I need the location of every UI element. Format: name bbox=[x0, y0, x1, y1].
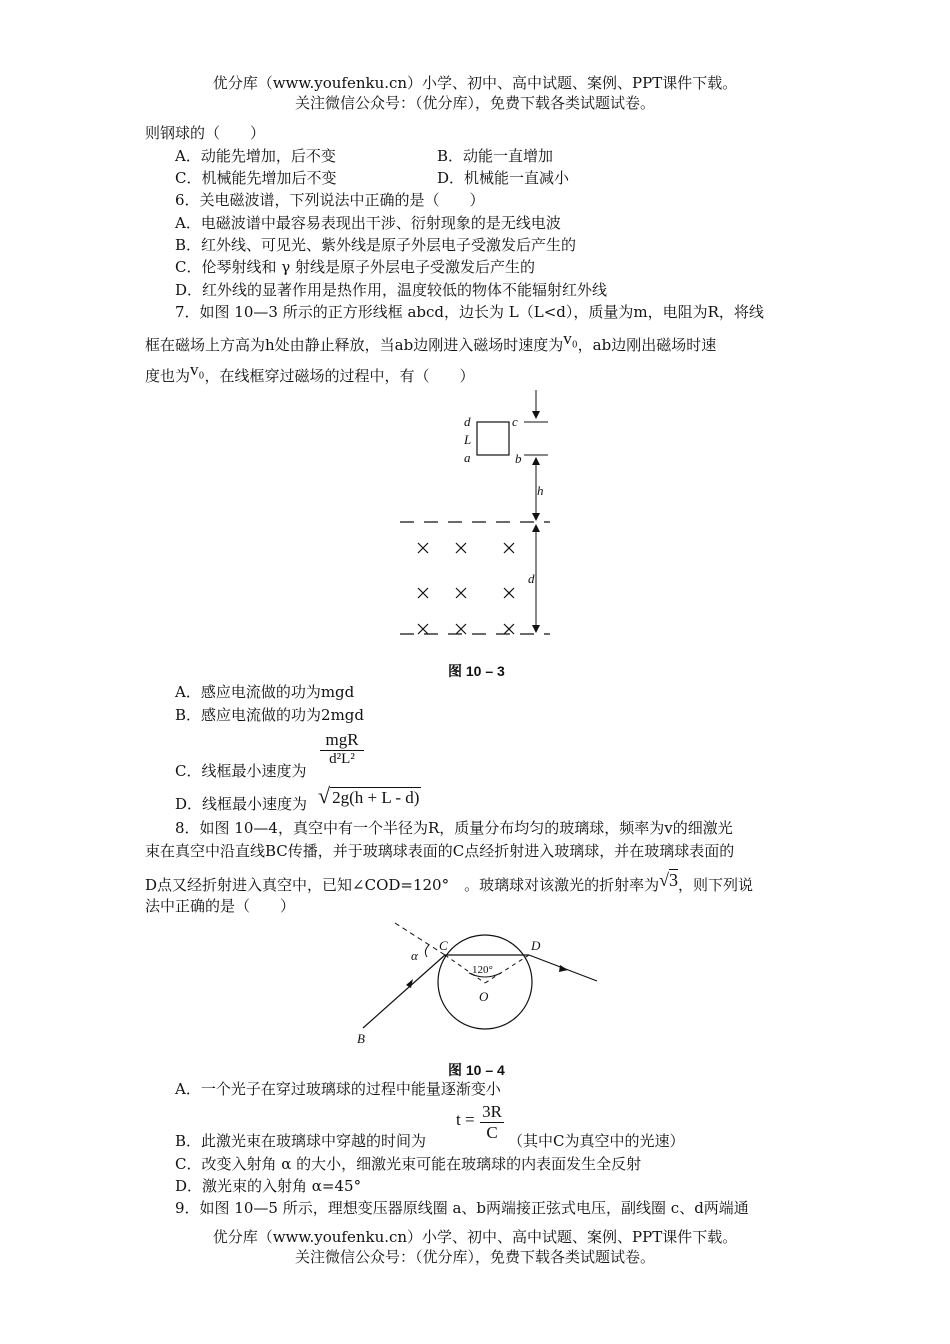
q8-sqrt3 bbox=[659, 870, 678, 890]
fig4-label-alpha: α bbox=[411, 948, 418, 963]
fig3-label-d2: d bbox=[528, 571, 535, 586]
q6-option-b: B．红外线、可见光、紫外线是原子外层电子受激发后产生的 bbox=[175, 236, 577, 254]
fig3-d-arrow-up bbox=[532, 524, 540, 532]
fig3-field-crosses bbox=[418, 543, 514, 634]
q7-stem-line-2 bbox=[145, 329, 717, 356]
q8-stem-3a: D点又经折射进入真空中，已知∠COD=120° 。玻璃球对该激光的折射率为 bbox=[145, 876, 660, 894]
fig4-label-D: D bbox=[531, 938, 541, 953]
q5-option-a: A．动能先增加，后不变 bbox=[175, 147, 336, 165]
fig3-label-h: h bbox=[537, 483, 544, 498]
header-line-2: 关注微信公众号：（优分库），免费下载各类试题试卷。 bbox=[294, 94, 655, 112]
q7-option-d-radical bbox=[318, 783, 421, 809]
fig3-label-c: c bbox=[512, 414, 518, 429]
fig3-arrow-down-head bbox=[532, 411, 540, 419]
header-line-1: 优分库（www.youfenku.cn）小学、初中、高中试题、案例、PPT课件下载。 bbox=[212, 74, 738, 92]
q5-tail: 则钢球的（ ） bbox=[145, 124, 266, 142]
q8-option-b-tail: （其中C为真空中的光速） bbox=[508, 1132, 685, 1150]
q8-stem-line-3 bbox=[145, 870, 754, 896]
q8-option-b-lhs: t = bbox=[456, 1110, 475, 1129]
q5-option-c: C．机械能先增加后不变 bbox=[175, 169, 337, 187]
fig4-glass-sphere bbox=[438, 935, 532, 1029]
figure-10-3-caption: 图 10 – 3 bbox=[448, 663, 505, 679]
fig3-label-L: L bbox=[464, 432, 472, 447]
fig3-h-arrow-down bbox=[532, 513, 540, 521]
q5-option-b: B．动能一直增加 bbox=[437, 147, 554, 165]
fig3-label-b: b bbox=[515, 451, 522, 466]
sqrt-symbol-2: √ bbox=[659, 870, 669, 890]
q8-option-b-denominator: C bbox=[480, 1122, 504, 1143]
fig3-square-frame bbox=[477, 422, 509, 455]
q7-stem-line-1: 7．如图 10—3 所示的正方形线框 abcd，边长为 L（L<d），质量为m，电阻为R，将线 bbox=[175, 303, 764, 321]
q7-stem-3b: ，在线框穿过磁场的过程中，有（ ） bbox=[204, 367, 475, 385]
footer-line-1: 优分库（www.youfenku.cn）小学、初中、高中试题、案例、PPT课件下载。 bbox=[212, 1228, 738, 1246]
fig4-exit-arrow bbox=[559, 965, 568, 972]
q8-option-c: C．改变入射角 α 的大小，细激光束可能在玻璃球的内表面发生全反射 bbox=[175, 1155, 642, 1173]
figure-10-4 bbox=[345, 915, 605, 1050]
fig4-normal-dashed bbox=[395, 923, 445, 955]
q7-option-c-fraction bbox=[320, 730, 364, 768]
q5-option-d: D．机械能一直减小 bbox=[437, 169, 570, 187]
figure-10-4-caption: 图 10 – 4 bbox=[448, 1062, 505, 1078]
q6-option-d: D．红外线的显著作用是热作用，温度较低的物体不能辐射红外线 bbox=[175, 281, 608, 299]
q8-option-b: B．此激光束在玻璃球中穿越的时间为 bbox=[175, 1132, 427, 1150]
fig3-label-a: a bbox=[464, 450, 471, 465]
fig4-label-C: C bbox=[439, 938, 448, 953]
fig4-alpha-arc bbox=[425, 945, 429, 957]
q7-stem-2b: ，ab边刚出磁场时速 bbox=[577, 336, 717, 354]
fig3-label-d: d bbox=[464, 414, 471, 429]
q8-option-a: A．一个光子在穿过玻璃球的过程中能量逐渐变小 bbox=[175, 1080, 501, 1098]
q7-stem-2a: 框在磁场上方高为h处由静止释放，当ab边刚进入磁场时速度为 bbox=[145, 336, 564, 354]
q7-stem-3a: 度也为 bbox=[145, 367, 191, 385]
fig4-label-B: B bbox=[357, 1031, 365, 1046]
q8-option-b-fraction bbox=[480, 1102, 504, 1143]
q7-option-a: A．感应电流做的功为mgd bbox=[175, 683, 355, 701]
q7-option-d: D．线框最小速度为 bbox=[175, 795, 308, 813]
q7-option-c-numerator: mgR bbox=[325, 730, 359, 749]
footer-line-2: 关注微信公众号：（优分库），免费下载各类试题试卷。 bbox=[294, 1248, 655, 1266]
q8-stem-3b: ，则下列说 bbox=[678, 876, 754, 894]
fig3-d-arrow-down bbox=[532, 625, 540, 633]
q7-option-c-denominator: d²L² bbox=[320, 750, 364, 768]
q7-v0-symbol: v₀ bbox=[563, 329, 578, 348]
q6-stem: 6．关电磁波谱，下列说法中正确的是（ ） bbox=[175, 191, 485, 209]
sqrt-symbol: √ bbox=[318, 783, 331, 808]
q7-option-d-radicand: 2g(h + L - d) bbox=[332, 788, 420, 807]
fig4-label-O: O bbox=[479, 989, 489, 1004]
q8-sqrt3-radicand: 3 bbox=[669, 870, 678, 890]
q7-option-c: C．线框最小速度为 bbox=[175, 762, 307, 780]
figure-10-3 bbox=[390, 385, 570, 645]
q8-option-b-numerator: 3R bbox=[482, 1102, 502, 1121]
q8-stem-line-2: 束在真空中沿直线BC传播，并于玻璃球表面的C点经折射进入玻璃球，并在玻璃球表面的 bbox=[145, 842, 735, 860]
q8-stem-line-4: 法中正确的是（ ） bbox=[145, 897, 296, 915]
q6-option-c: C．伦琴射线和 γ 射线是原子外层电子受激发后产生的 bbox=[175, 258, 535, 276]
q9-stem-line-1: 9．如图 10—5 所示，理想变压器原线圈 a、b两端接正弦式电压，副线圈 c、d两端通 bbox=[175, 1199, 749, 1217]
q7-v0-symbol-2: v₀ bbox=[190, 360, 205, 379]
fig4-label-120: 120° bbox=[472, 964, 493, 976]
q6-option-a: A．电磁波谱中最容易表现出干涉、衍射现象的是无线电波 bbox=[175, 214, 561, 232]
q7-stem-line-3 bbox=[145, 360, 475, 387]
q8-option-d: D．激光束的入射角 α=45° bbox=[175, 1177, 362, 1195]
q8-stem-line-1: 8．如图 10—4，真空中有一个半径为R，质量分布均匀的玻璃球，频率为v的细激光 bbox=[175, 819, 733, 837]
fig4-incident-ray bbox=[363, 955, 445, 1028]
fig3-h-arrow-up bbox=[532, 457, 540, 465]
fig4-incident-arrow bbox=[406, 979, 413, 988]
q7-option-b: B．感应电流做的功为2mgd bbox=[175, 706, 364, 724]
